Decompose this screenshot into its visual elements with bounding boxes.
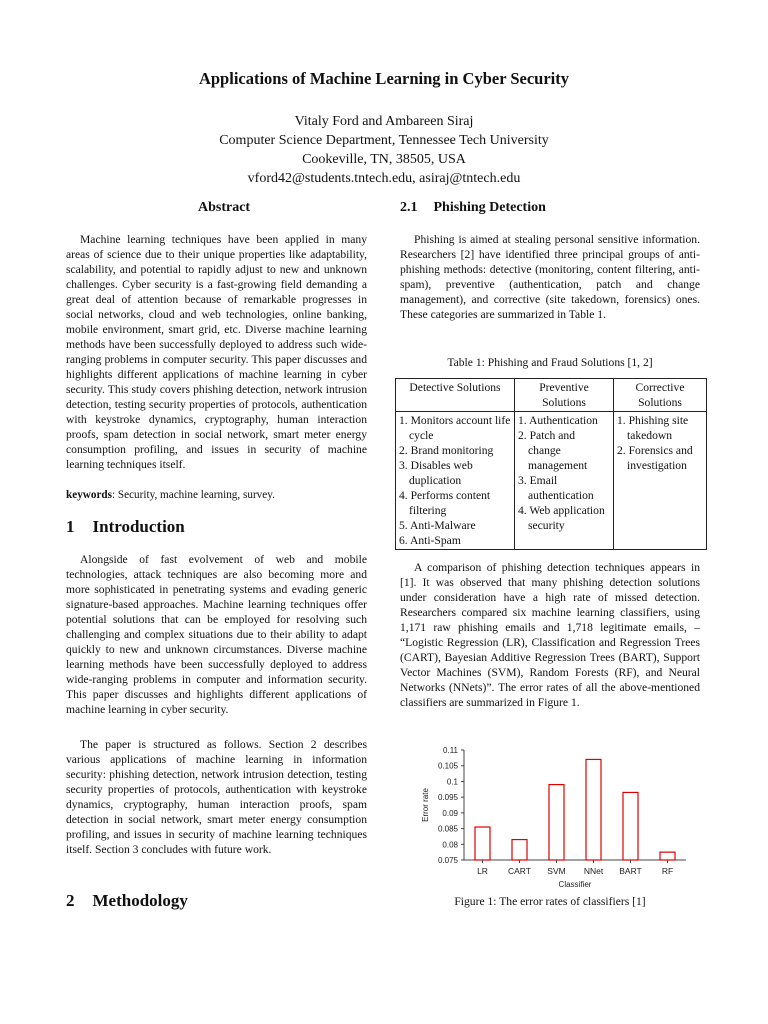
y-axis-label: Error rate xyxy=(421,788,430,822)
x-tick-label: LR xyxy=(477,866,488,876)
table-cell: 2. Patch and change management xyxy=(518,429,588,472)
x-tick-label: CART xyxy=(508,866,531,876)
bar-rf xyxy=(660,852,675,860)
y-tick-label: 0.095 xyxy=(437,793,458,803)
table-cell: 2. Brand monitoring xyxy=(399,444,494,457)
bar-svm xyxy=(549,785,564,860)
author-block xyxy=(0,112,768,188)
keywords-line xyxy=(66,489,367,501)
phishing-solutions-table xyxy=(395,378,707,550)
phishing-heading xyxy=(400,200,546,216)
intro-title: Introduction xyxy=(92,517,185,536)
keywords-text: : Security, machine learning, survey. xyxy=(112,489,275,501)
table-header-corrective: Corrective Solutions xyxy=(614,379,707,412)
author-affiliation: Computer Science Department, Tennessee Tech University xyxy=(219,133,549,148)
methodology-number: 2 xyxy=(66,891,75,910)
phishing-paragraph-2: A comparison of phishing detection techniques appears in [1]. It was observed that many phishing detection solutions under consideration have a high rate of missed detection. Researchers compared six machine learning classifiers, using 1,171 raw phishing emails and 1,718 legitimate emails, – “Logistic Regression (LR), Classification and Regression Trees (CART), Bayesian Additive Regression Trees (BART), Support Vector Machines (SVM), Random Forests (RF), and Neural Networks (NNets)”. The error rates of all the above-mentioned classifiers are summarized in Figure 1. xyxy=(400,561,700,709)
table-cell: 4. Web application security xyxy=(518,504,605,532)
table-cell: 5. Anti-Malware xyxy=(399,519,476,532)
y-tick-label: 0.09 xyxy=(442,808,458,818)
phishing-paragraph-1: Phishing is aimed at stealing personal sensitive information. Researchers [2] have identified three principal groups of anti-phishing methods: detective (monitoring, content filtering, anti-spam), preventive (authentication, patch and change management), and corrective (site takedown, forensics) ones. These categories are summarized in Table 1. xyxy=(400,233,700,321)
y-tick-label: 0.105 xyxy=(437,761,458,771)
table-header-preventive: Preventive Solutions xyxy=(515,379,614,412)
abstract-heading: Abstract xyxy=(198,200,251,215)
paper-title: Applications of Machine Learning in Cyber Security xyxy=(198,69,570,88)
intro-paragraph-1: Alongside of fast evolvement of web and mobile technologies, attack techniques are also becoming more and more sophisticated in penetrating systems and evading generic signature-based approaches. Machine learning techniques offer potential solutions that can be employed for resolving such challenging and complex situations due to their ability to adapt quickly to new and unknown circumstances. Diverse machine learning methods have been successfully deployed to address wide-ranging problems in computer and information security. This paper discusses and highlights different applications of machine learning in cyber security. xyxy=(66,553,367,716)
y-tick-label: 0.085 xyxy=(437,824,458,834)
y-tick-label: 0.1 xyxy=(446,777,458,787)
table-cell: 1. Authentication xyxy=(518,414,598,427)
table-header-detective: Detective Solutions xyxy=(396,379,515,412)
table-cell: 1. Phishing site takedown xyxy=(617,414,689,442)
table-cell: 3. Email authentication xyxy=(518,474,594,502)
x-tick-label: BART xyxy=(619,866,642,876)
table-cell: 4. Performs content filtering xyxy=(399,489,491,517)
x-tick-label: NNet xyxy=(583,866,604,876)
error-rate-chart xyxy=(406,742,696,892)
figure-caption: Figure 1: The error rates of classifiers [1] xyxy=(454,895,646,908)
intro-paragraph-2: The paper is structured as follows. Section 2 describes various applications of machine learning in information security: phishing detection, network intrusion detection, testing security properties of protocols, authentication with keystroke dynamics, cryptography, human interaction proofs, spam detection in social network, smart meter energy consumption profiling, and issues in security of machine learning techniques itself. Section 3 concludes with future work. xyxy=(66,738,367,856)
phishing-title: Phishing Detection xyxy=(433,200,546,215)
table-col-detective xyxy=(396,412,515,550)
table-col-preventive xyxy=(515,412,614,550)
author-names: Vitaly Ford and Ambareen Siraj xyxy=(294,114,474,129)
intro-number: 1 xyxy=(66,517,75,536)
table-cell: 3. Disables web duplication xyxy=(399,459,473,487)
methodology-heading xyxy=(66,891,188,911)
y-tick-label: 0.075 xyxy=(437,856,458,865)
table-cell: 6. Anti-Spam xyxy=(399,534,461,547)
table-cell: 1. Monitors account life cycle xyxy=(399,414,511,442)
intro-heading xyxy=(66,517,185,537)
abstract-text: Machine learning techniques have been applied in many areas of science due to their unique properties like adaptability, scalability, and potential to rapidly adjust to new and unknown challenges. Cyber security is a fast-growing field demanding a great deal of attention because of remarkable progresses in social networks, cloud and web technologies, online banking, mobile environment, smart grid, etc. Diverse machine learning methods have been successfully deployed to address such wide-ranging problems in computer security. This paper discusses and highlights different applications of machine learning in cyber security. This study covers phishing detection, network intrusion detection, testing security properties of protocols, authentication with keystroke dynamics, cryptography, human interaction proofs, spam detection in social network, smart meter energy consumption profiling, and issues in security of machine learning techniques itself. xyxy=(66,233,367,471)
x-tick-label: SVM xyxy=(547,866,566,876)
bar-cart xyxy=(512,840,527,860)
table-caption: Table 1: Phishing and Fraud Solutions [1, 2] xyxy=(447,356,653,369)
phishing-number: 2.1 xyxy=(400,200,418,215)
error-rate-chart-svg xyxy=(406,742,696,892)
x-tick-label: RF xyxy=(661,866,674,876)
bar-lr xyxy=(475,827,490,860)
bar-nnet xyxy=(586,759,601,860)
author-emails: vford42@students.tntech.edu, asiraj@tntech.edu xyxy=(247,171,521,186)
table-cell: 2. Forensics and investigation xyxy=(617,444,693,472)
table-col-corrective xyxy=(614,412,707,550)
methodology-title: Methodology xyxy=(92,891,188,910)
y-tick-label: 0.11 xyxy=(443,746,458,755)
author-location: Cookeville, TN, 38505, USA xyxy=(302,152,466,167)
x-axis-label: Classifier xyxy=(558,880,592,889)
y-tick-label: 0.08 xyxy=(442,840,458,850)
bar-bart xyxy=(623,792,638,860)
keywords-label: keywords xyxy=(66,489,112,501)
